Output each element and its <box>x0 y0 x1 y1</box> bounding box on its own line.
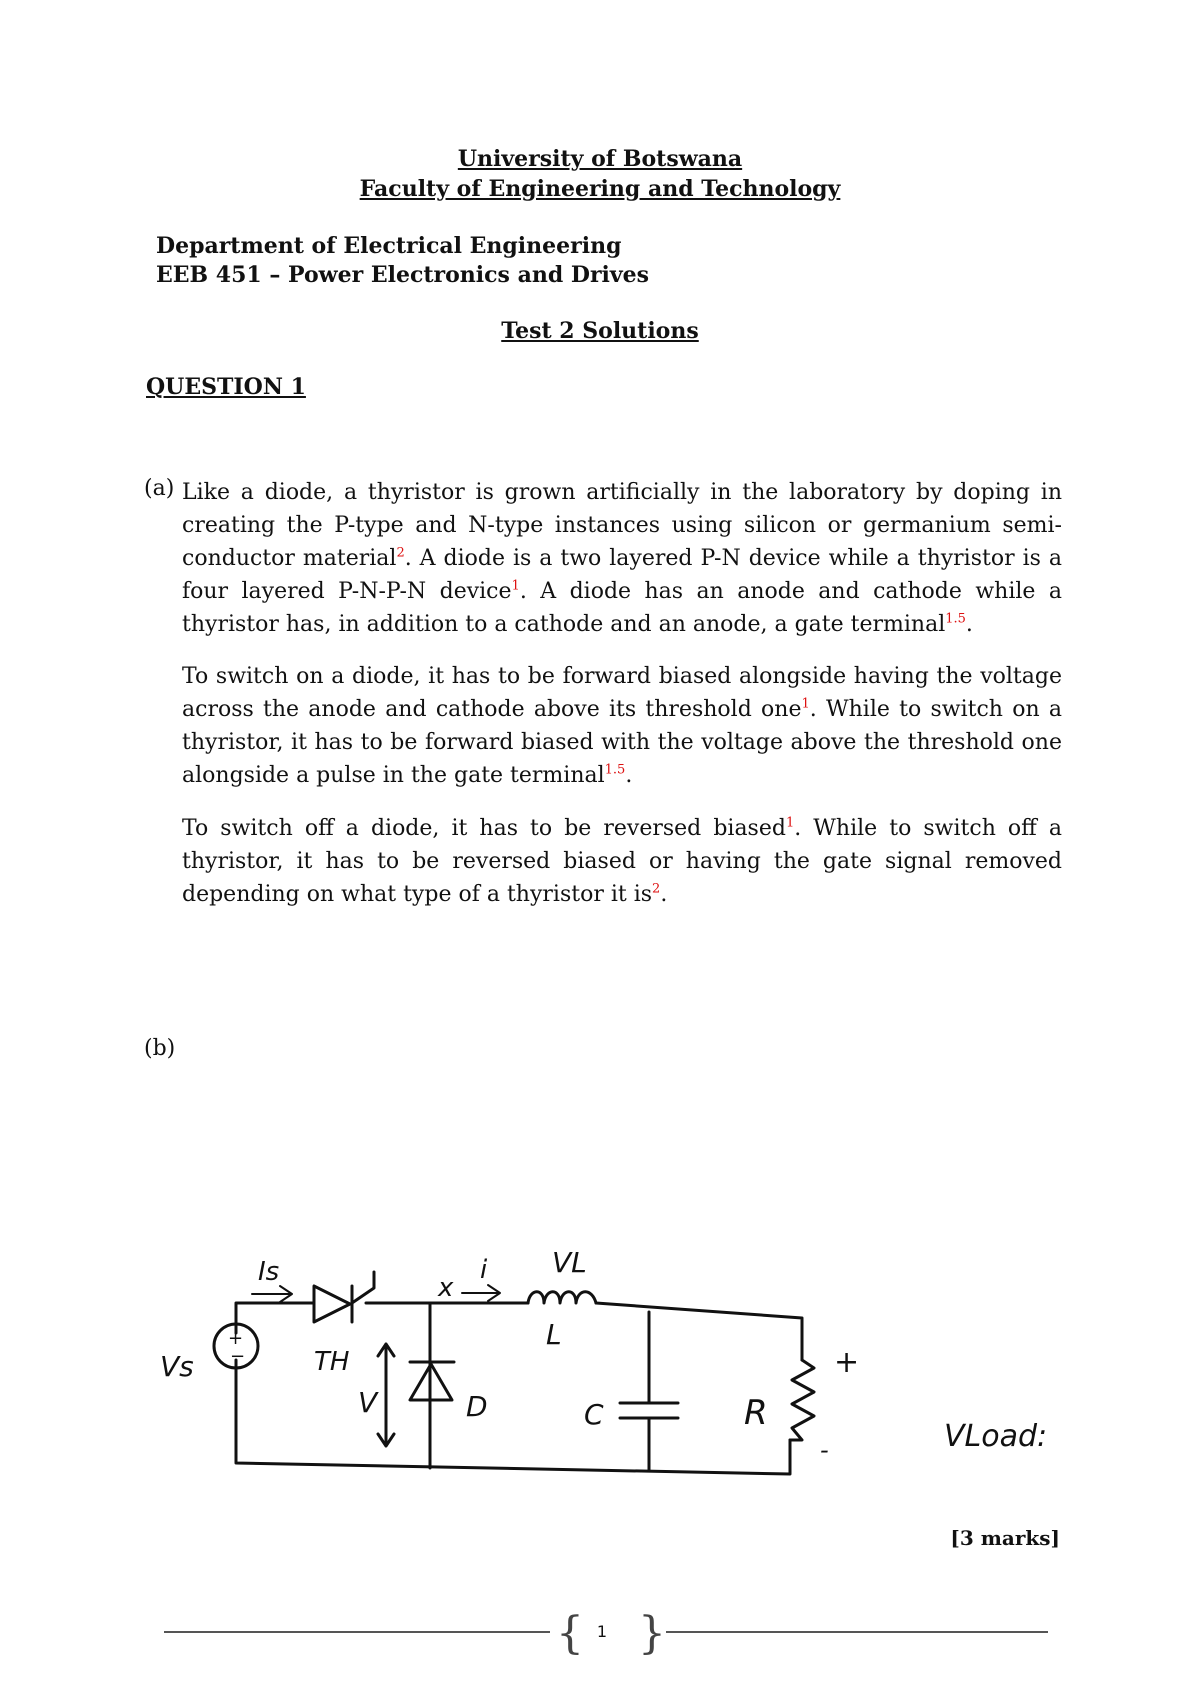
p3-text-3: . <box>660 882 668 907</box>
p2-text-2: . While to switch on a thyristor, it has to be forward biased with the voltage above the threshold one alongside a pulse in the gate terminal <box>182 697 1062 788</box>
label-x: x <box>438 1273 454 1303</box>
i-arrow <box>462 1285 500 1301</box>
part-b-label: (b) <box>144 1036 176 1061</box>
source-minus: − <box>230 1346 246 1367</box>
footer-rule-left <box>164 1631 550 1633</box>
inductor-symbol <box>528 1292 596 1303</box>
label-i: i <box>480 1255 488 1285</box>
part-a-paragraph-1 <box>182 476 1062 641</box>
test-title: Test 2 Solutions <box>501 318 699 344</box>
p3-mark-2: 2 <box>652 881 661 897</box>
p3-mark-1: 1 <box>785 815 795 831</box>
label-vs: Vs <box>160 1350 194 1383</box>
footer-brace-right: } <box>638 1608 666 1659</box>
page-number: 1 <box>596 1622 608 1641</box>
university-title: University of Botswana <box>457 146 743 172</box>
department-name: Department of Electrical Engineering <box>156 233 622 259</box>
voltage-source-symbol <box>214 1324 258 1368</box>
footer-brace-left: { <box>556 1608 584 1659</box>
label-c: C <box>584 1398 604 1431</box>
label-th: TH <box>314 1347 350 1377</box>
wire-top-right <box>596 1303 802 1360</box>
label-l: L <box>546 1318 562 1351</box>
p1-text-1: Like a diode, a thyristor is grown artificially in the laboratory by doping in creating the P-type and N-type instances using silicon or germanium semi-conductor material <box>182 480 1062 571</box>
label-plus: + <box>834 1345 860 1380</box>
label-vl: VL <box>552 1246 587 1279</box>
p1-text-3: . A diode has an anode and cathode while a thyristor has, in addition to a cathode and an anode, a gate terminal <box>182 579 1062 637</box>
p3-text-2: . While to switch off a thyristor, it has to be reversed biased or having the gate signal removed depending on what type of a thyristor it is <box>182 816 1062 907</box>
p1-mark-3: 1.5 <box>945 611 966 627</box>
label-minus: - <box>820 1436 829 1464</box>
thyristor-symbol <box>314 1272 374 1322</box>
footer-rule-right <box>666 1631 1048 1633</box>
p1-text-4: . <box>965 612 973 637</box>
part-a-paragraph-3 <box>182 812 1062 911</box>
label-vload: VLoad: <box>944 1419 1048 1454</box>
p1-mark-2: 1 <box>511 578 520 594</box>
diode-symbol <box>410 1362 454 1400</box>
p2-mark-1: 1 <box>801 696 810 712</box>
p2-text-3: . <box>625 763 633 788</box>
p2-mark-2: 1.5 <box>604 762 626 778</box>
wire-top-left <box>236 1303 314 1333</box>
course-name: EEB 451 – Power Electronics and Drives <box>156 262 650 288</box>
p1-text-2: . A diode is a two layered P-N device while a thyristor is a four layered P-N-P-N device <box>182 546 1062 604</box>
label-d: D <box>466 1390 488 1423</box>
label-is: Is <box>258 1257 280 1287</box>
is-arrow <box>252 1286 292 1302</box>
source-plus: + <box>228 1328 244 1349</box>
part-a-label: (a) <box>144 476 175 501</box>
resistor-symbol <box>790 1360 814 1440</box>
label-r: R <box>744 1393 768 1433</box>
question-heading: QUESTION 1 <box>146 374 306 400</box>
p2-text-1: To switch on a diode, it has to be forward biased alongside having the voltage across the anode and cathode above its threshold one <box>182 664 1062 722</box>
capacitor-symbol <box>620 1403 678 1418</box>
marks-label: [3 marks] <box>950 1526 1060 1550</box>
p1-mark-1: 2 <box>396 545 405 561</box>
label-v: V <box>358 1386 378 1419</box>
p3-text-1: To switch off a diode, it has to be reversed biased <box>182 816 786 841</box>
wire-bottom <box>236 1360 790 1474</box>
part-a-paragraph-2 <box>182 660 1062 792</box>
voltage-arrow <box>378 1344 394 1446</box>
faculty-title: Faculty of Engineering and Technology <box>359 176 841 202</box>
